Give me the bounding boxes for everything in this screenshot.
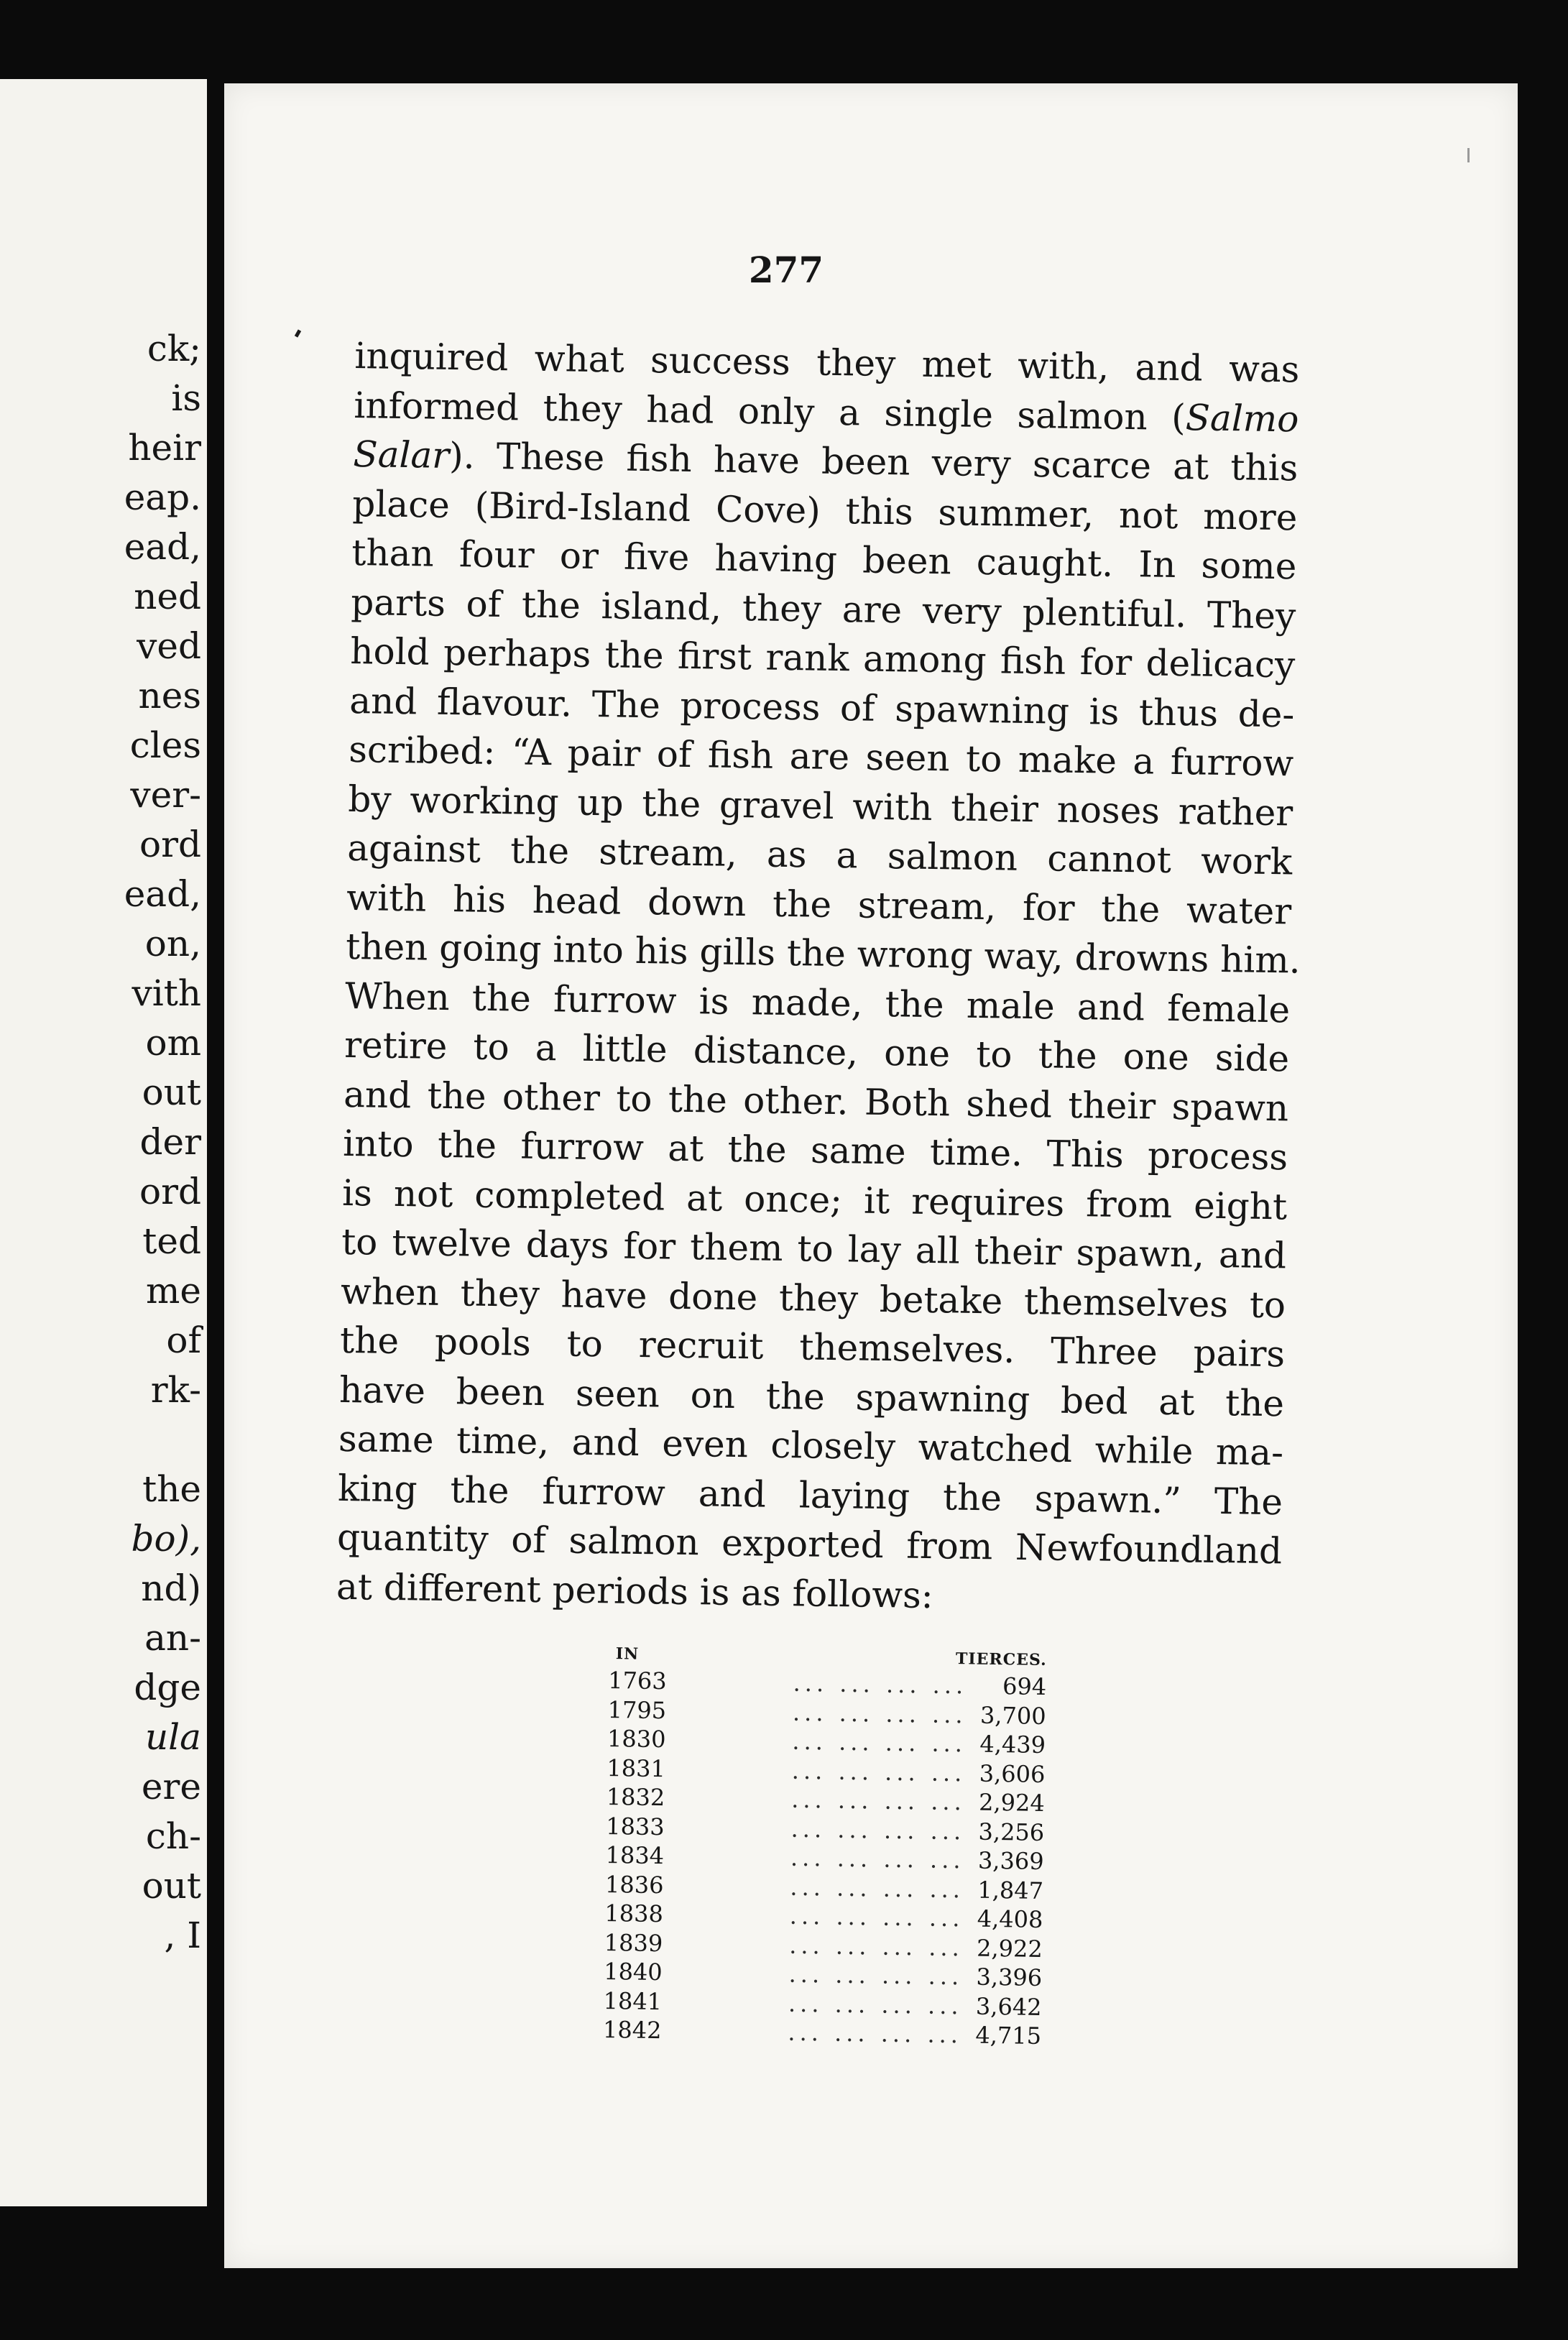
left-page-line-fragment: ck;: [147, 328, 201, 369]
row-tierces: 3,606: [979, 1759, 1046, 1788]
row-leader-dots: ... ... ... ...: [790, 1815, 966, 1845]
body-line-text: have been seen on the spawning bed at the: [338, 1368, 1285, 1424]
left-page-line-fragment: rk-: [150, 1369, 201, 1411]
body-line-text: inquired what success they met with, and was: [354, 334, 1300, 391]
body-line-text: parts of the island, they are very plentiful. They: [350, 581, 1296, 637]
row-year: 1830: [607, 1724, 666, 1754]
row-year: 1836: [604, 1870, 664, 1899]
row-year: 1833: [605, 1812, 665, 1841]
left-page-line-fragment: of: [166, 1319, 201, 1361]
row-year: 1841: [603, 1986, 663, 2015]
body-line-text: retire to a little distance, one to the one side: [343, 1023, 1290, 1080]
row-leader-dots: ... ... ... ...: [792, 1727, 967, 1758]
row-year: 1834: [605, 1841, 665, 1870]
left-page-line-fragment: me: [145, 1270, 201, 1312]
body-line-italic: Salmo: [1185, 396, 1299, 440]
left-page-line-fragment: eap.: [124, 476, 201, 518]
body-line-text: the pools to recruit themselves. Three pairs: [339, 1319, 1286, 1376]
row-tierces: 694: [1002, 1672, 1047, 1701]
body-line-text: than four or five having been caught. In some: [351, 531, 1297, 588]
row-year: 1838: [604, 1899, 664, 1928]
page-number: 277: [748, 249, 824, 291]
row-leader-dots: ... ... ... ...: [793, 1669, 968, 1700]
body-line-text: and the other to the other. Both shed their spawn: [343, 1073, 1289, 1129]
row-year: 1763: [607, 1666, 667, 1695]
row-tierces: 4,715: [975, 2021, 1042, 2050]
left-page-line-fragment: ord: [139, 1171, 201, 1212]
left-page-line-fragment: out: [142, 1865, 201, 1907]
body-line-text: to twelve days for them to lay all their spawn, and: [341, 1220, 1287, 1277]
left-page-line-fragment: der: [139, 1121, 201, 1163]
row-year: 1842: [602, 2015, 662, 2045]
salmon-export-table: [603, 1644, 1054, 2051]
body-line-text: when they have done they betake themselves to: [340, 1270, 1286, 1326]
left-page-line-fragment: ch-: [145, 1815, 201, 1857]
left-page-line-fragment: an-: [144, 1617, 201, 1659]
body-line-text: against the stream, as a salmon cannot work: [346, 826, 1293, 883]
row-leader-dots: ... ... ... ...: [788, 2018, 963, 2049]
row-year: 1831: [607, 1754, 666, 1782]
body-line-text: then going into his gills the wrong way, drowns him.: [345, 925, 1301, 982]
row-leader-dots: ... ... ... ...: [792, 1698, 967, 1728]
left-page-line-fragment: nes: [138, 675, 201, 717]
book-page: [224, 83, 1518, 2268]
row-tierces: 3,369: [977, 1846, 1044, 1876]
row-tierces: 4,408: [977, 1904, 1043, 1934]
left-page-line-fragment: dge: [134, 1667, 201, 1708]
left-page-line-fragment: , I: [164, 1915, 201, 1956]
left-page-line-fragment: heir: [128, 427, 201, 469]
body-line-text: and flavour. The process of spawning is thus de-: [349, 679, 1295, 735]
left-page-line-fragment: on,: [144, 923, 201, 964]
row-leader-dots: ... ... ... ...: [790, 1843, 965, 1874]
row-year: 1795: [607, 1695, 667, 1724]
body-line-text: with his head down the stream, for the water: [346, 876, 1292, 932]
row-tierces: 1,847: [977, 1876, 1044, 1904]
row-tierces: 4,439: [979, 1730, 1046, 1759]
left-page-line-fragment: out: [142, 1072, 201, 1113]
row-leader-dots: ... ... ... ...: [789, 1902, 964, 1933]
left-page-line-fragment: bo),: [131, 1518, 201, 1560]
body-line-text: scribed: “A pair of fish are seen to make a furrow: [348, 728, 1294, 785]
left-page-line-fragment: om: [145, 1022, 201, 1064]
row-tierces: 3,642: [975, 1992, 1042, 2021]
body-line-text: at different periods is as follows:: [336, 1565, 934, 1616]
row-tierces: 3,700: [979, 1701, 1046, 1730]
header-tierces: TIERCES.: [955, 1649, 1047, 1670]
left-page-line-fragment: ver-: [130, 774, 201, 816]
header-year: IN: [615, 1644, 640, 1664]
left-page-line-fragment: is: [171, 377, 201, 419]
left-page-line-fragment: vith: [132, 972, 201, 1014]
row-tierces: 3,256: [978, 1818, 1045, 1846]
row-tierces: 2,922: [976, 1934, 1043, 1963]
body-line-text: quantity of salmon exported from Newfoundland: [336, 1516, 1283, 1572]
left-page-line-fragment: cles: [129, 724, 201, 766]
body-line-text: is not completed at once; it requires from eight: [341, 1171, 1288, 1227]
margin-speck: [1467, 148, 1470, 162]
left-page-line-fragment: ord: [139, 824, 201, 865]
left-page-line-fragment: ere: [141, 1766, 201, 1807]
body-line-text: same time, and even closely watched while ma-: [338, 1417, 1284, 1474]
row-year: 1840: [603, 1957, 663, 1986]
left-page-line-fragment: ved: [137, 625, 201, 667]
left-page-line-fragment: ula: [144, 1716, 201, 1758]
row-tierces: 2,924: [978, 1788, 1046, 1818]
left-page-line-fragment: ead,: [124, 873, 201, 915]
left-page-line-fragment: ted: [142, 1220, 201, 1262]
row-year: 1839: [604, 1928, 663, 1957]
body-line-text: When the furrow is made, the male and female: [344, 975, 1291, 1031]
body-line-text: hold perhaps the first rank among fish for delicacy: [349, 630, 1296, 686]
row-leader-dots: ... ... ... ...: [790, 1873, 965, 1903]
table-row: [603, 2015, 1049, 2051]
body-text: [336, 331, 1300, 1625]
body-line-text: king the furrow and laying the spawn.” The: [337, 1467, 1283, 1523]
body-line-text: place (Bird-Island Cove) this summer, not more: [352, 482, 1298, 538]
left-page-line-fragment: nd): [141, 1567, 201, 1609]
left-page-fragment: [0, 79, 207, 2206]
left-page-line-fragment: ead,: [124, 526, 201, 568]
row-leader-dots: ... ... ... ...: [788, 1931, 964, 1961]
row-tierces: 3,396: [976, 1963, 1043, 1991]
row-leader-dots: ... ... ... ...: [788, 1960, 964, 1991]
row-leader-dots: ... ... ... ...: [791, 1756, 967, 1787]
body-line-text: by working up the gravel with their noses rather: [347, 778, 1293, 834]
body-line-italic: Salar: [353, 433, 450, 476]
row-year: 1832: [606, 1782, 665, 1812]
row-leader-dots: ... ... ... ...: [790, 1785, 967, 1816]
left-page-line-fragment: the: [142, 1468, 201, 1510]
table-rows: [603, 1666, 1054, 2051]
body-line-text: ). These fish have been very scarce at this: [448, 434, 1299, 489]
body-line-text: informed they had only a single salmon (: [354, 384, 1186, 438]
body-line-text: into the furrow at the same time. This process: [342, 1122, 1288, 1179]
margin-tick-mark: [295, 329, 301, 337]
left-page-line-fragment: ned: [134, 576, 201, 617]
row-leader-dots: ... ... ... ...: [788, 1989, 963, 2019]
